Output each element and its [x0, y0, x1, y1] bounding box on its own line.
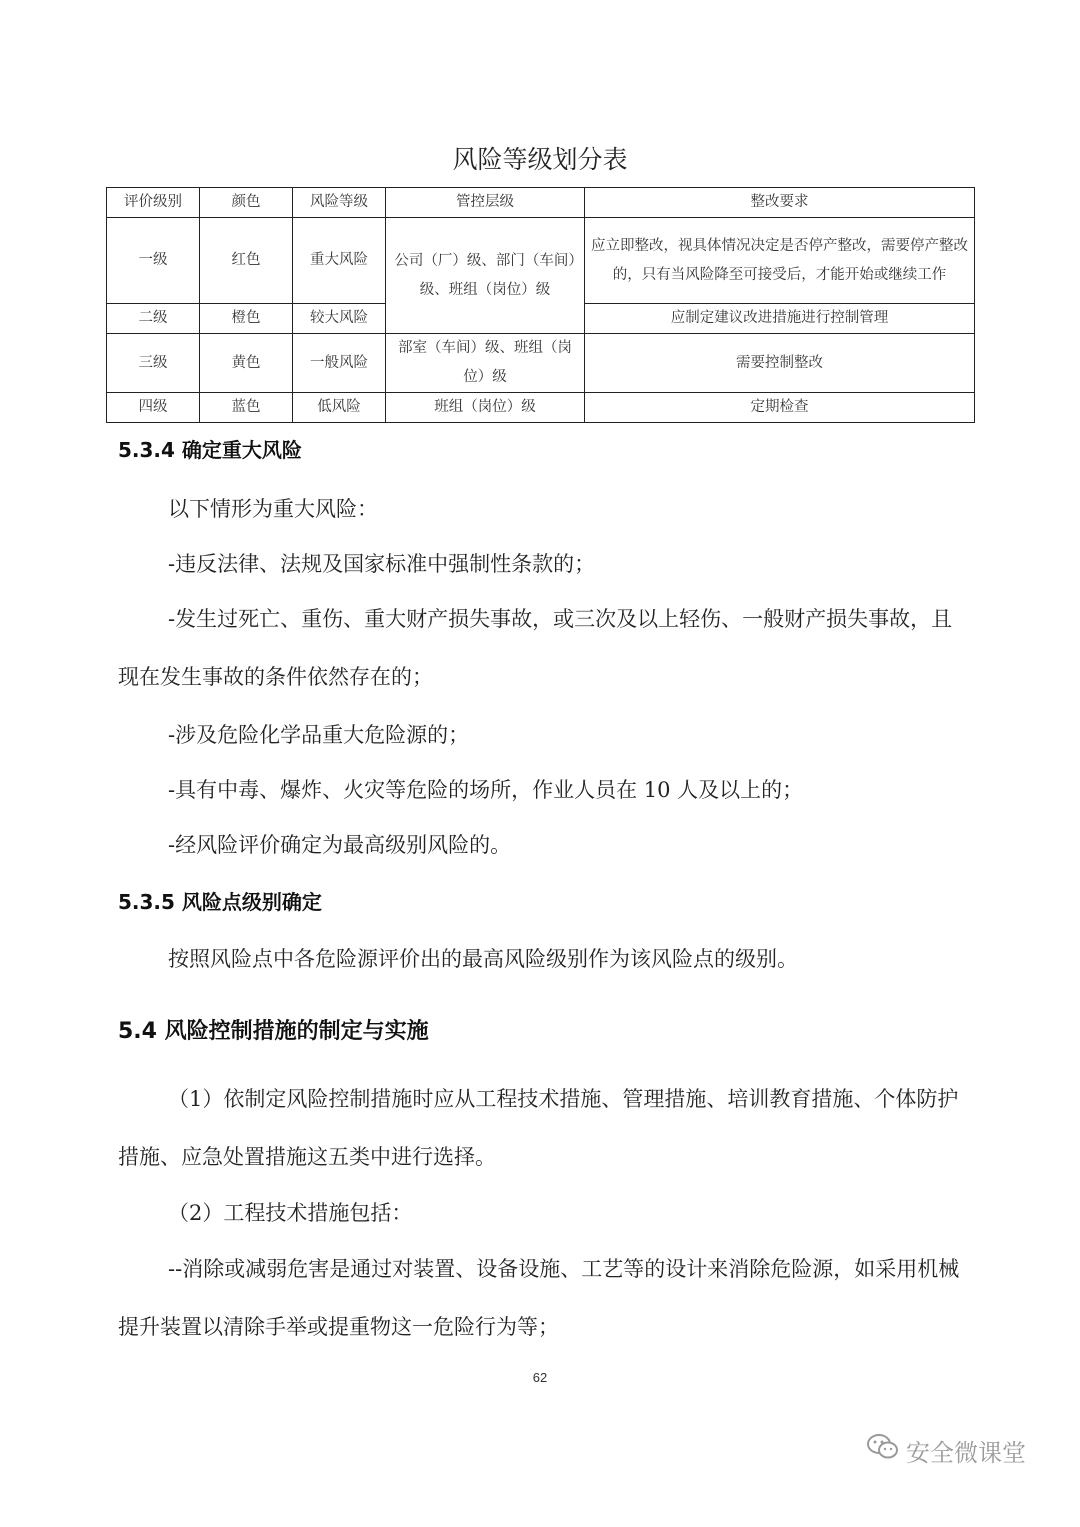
table-header-row [107, 188, 975, 218]
list-item: -经风险评价确定为最高级别风险的。 [168, 833, 512, 857]
table-cell: 公司（厂）级、部门（车间）级、班组（岗位）级 [386, 218, 585, 334]
table-cell: 部室（车间）级、班组（岗位）级 [386, 334, 585, 393]
list-item: -涉及危险化学品重大危险源的； [168, 723, 470, 747]
table-cell: 需要控制整改 [585, 334, 975, 393]
table-row [107, 334, 975, 393]
table-cell: 黄色 [200, 334, 293, 393]
table-row [107, 393, 975, 423]
paragraph: --消除或减弱危害是通过对装置、设备设施、工艺等的设计来消除危险源，如采用机械提升装置以清除手举或提重物这一危险行为等； [118, 1257, 960, 1339]
page-number: 62 [532, 1370, 548, 1385]
section-heading-534: 5.3.4 确定重大风险 [118, 438, 302, 462]
watermark-text: 安全微课堂 [906, 1438, 1026, 1467]
table-cell: 较大风险 [293, 304, 386, 334]
paragraph: 以下情形为重大风险： [168, 497, 378, 521]
table-cell: 三级 [107, 334, 200, 393]
section-heading-535: 5.3.5 风险点级别确定 [118, 890, 322, 914]
watermark [866, 1432, 1026, 1468]
paragraph: 按照风险点中各危险源评价出的最高风险级别作为该风险点的级别。 [168, 947, 798, 971]
table-cell: 低风险 [293, 393, 386, 423]
table-cell: 蓝色 [200, 393, 293, 423]
table-title: 风险等级划分表 [452, 145, 628, 174]
table-cell: 红色 [200, 218, 293, 304]
table-cell: 橙色 [200, 304, 293, 334]
list-item: -发生过死亡、重伤、重大财产损失事故，或三次及以上轻伤、一般财产损失事故，且现在发生事故的条件依然存在的； [118, 607, 953, 689]
header-cell: 整改要求 [585, 188, 975, 218]
table-cell: 应立即整改，视具体情况决定是否停产整改，需要停产整改的，只有当风险降至可接受后，才能开始或继续工作 [585, 218, 975, 304]
table-cell: 二级 [107, 304, 200, 334]
table-row [107, 218, 975, 304]
paragraph: （1）依制定风险控制措施时应从工程技术措施、管理措施、培训教育措施、个体防护措施、应急处置措施这五类中进行选择。 [118, 1087, 959, 1169]
table-cell: 四级 [107, 393, 200, 423]
table-cell: 应制定建议改进措施进行控制管理 [585, 304, 975, 334]
section-heading-54: 5.4 风险控制措施的制定与实施 [118, 1019, 429, 1044]
list-item: -具有中毒、爆炸、火灾等危险的场所，作业人员在 10 人及以上的； [168, 778, 804, 802]
header-cell: 风险等级 [293, 188, 386, 218]
table-cell: 一级 [107, 218, 200, 304]
table-cell: 班组（岗位）级 [386, 393, 585, 423]
header-cell: 评价级别 [107, 188, 200, 218]
paragraph: （2）工程技术措施包括： [168, 1201, 413, 1225]
risk-grade-table [106, 187, 975, 423]
table-cell: 重大风险 [293, 218, 386, 304]
table-cell: 一般风险 [293, 334, 386, 393]
header-cell: 管控层级 [386, 188, 585, 218]
header-cell: 颜色 [200, 188, 293, 218]
table-cell: 定期检查 [585, 393, 975, 423]
wechat-icon [866, 1432, 906, 1468]
list-item: -违反法律、法规及国家标准中强制性条款的； [168, 552, 596, 576]
